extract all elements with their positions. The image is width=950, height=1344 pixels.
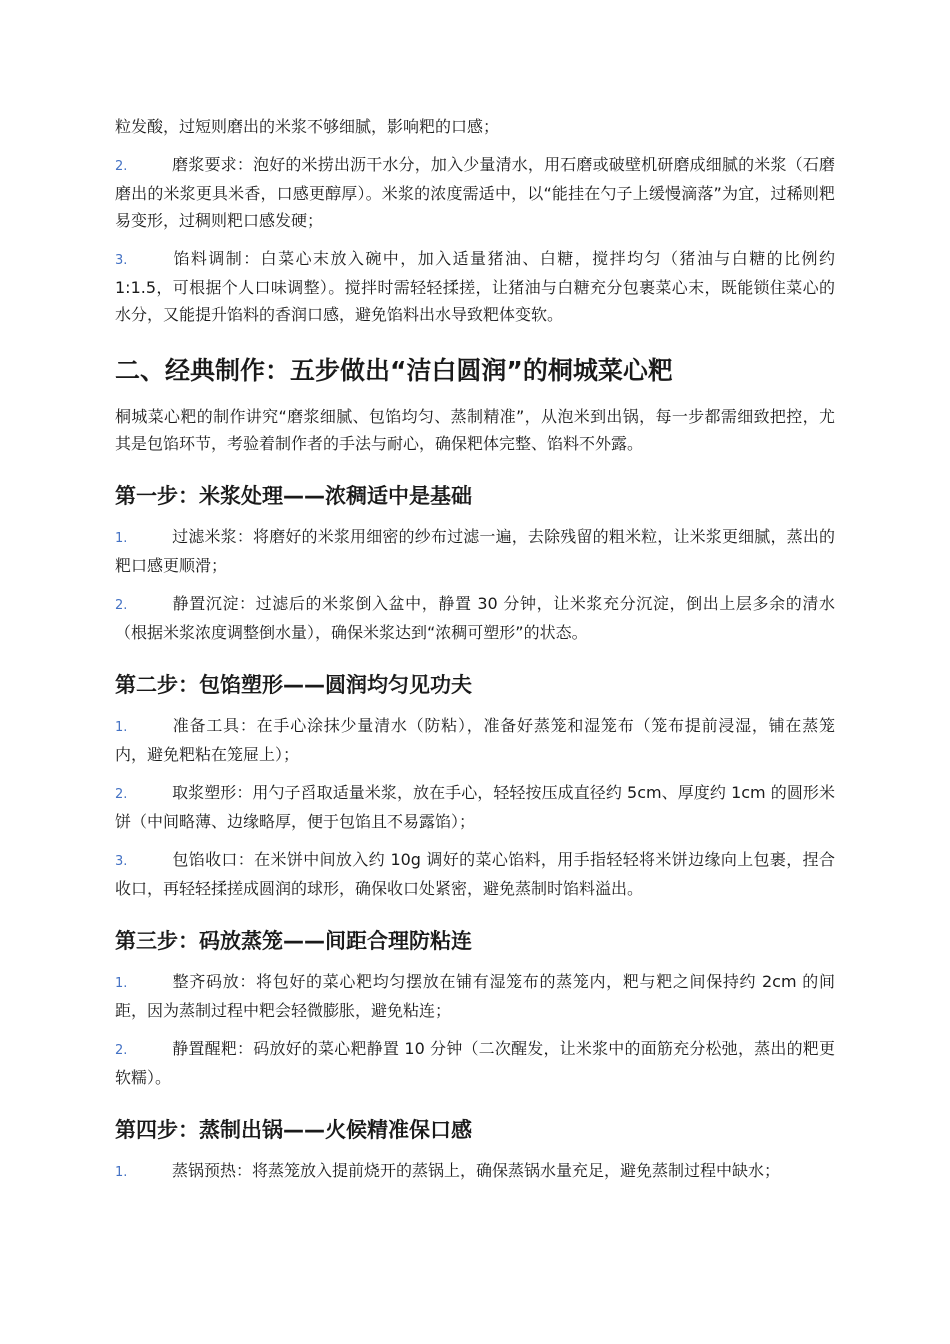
list-number: 1.	[115, 1165, 128, 1180]
list-text: 准备工具：在手心涂抹少量清水（防粘），准备好蒸笼和湿笼布（笼布提前浸湿，铺在蒸笼内，避免粑粘在笼屉上）；	[115, 716, 835, 764]
list-text: 馅料调制：白菜心末放入碗中，加入适量猪油、白糖，搅拌均匀（猪油与白糖的比例约 1:1.5，可根据个人口味调整）。搅拌时需轻轻揉搓，让猪油与白糖充分包裹菜心末，既能锁住菜心的水分，又能提升馅料的香润口感，避免馅料出水导致粑体变软。	[115, 249, 835, 324]
step4-title: 第四步：蒸制出锅——火候精准保口感	[115, 1118, 472, 1142]
section-intro: 桐城菜心粑的制作讲究“磨浆细腻、包馅均匀、蒸制精准”，从泡米到出锅，每一步都需细致把控，尤其是包馅环节，考验着制作者的手法与耐心，确保粑体完整、馅料不外露。	[115, 407, 835, 453]
list-item	[115, 245, 835, 328]
list-item	[115, 1157, 835, 1186]
list-item	[115, 1035, 835, 1091]
list-text: 包馅收口：在米饼中间放入约 10g 调好的菜心馅料，用手指轻轻将米饼边缘向上包裹，捏合收口，再轻轻揉搓成圆润的球形，确保收口处紧密，避免蒸制时馅料溢出。	[115, 850, 835, 898]
list-number: 3.	[115, 854, 128, 869]
list-item	[115, 151, 835, 234]
step3-title: 第三步：码放蒸笼——间距合理防粘连	[115, 929, 472, 953]
step2-title: 第二步：包馅塑形——圆润均匀见功夫	[115, 673, 472, 697]
intro-continuation: 粒发酸，过短则磨出的米浆不够细腻，影响粑的口感；	[115, 117, 500, 136]
list-text: 蒸锅预热：将蒸笼放入提前烧开的蒸锅上，确保蒸锅水量充足，避免蒸制过程中缺水；	[172, 1161, 781, 1180]
list-number: 2.	[115, 1043, 128, 1058]
list-item	[115, 846, 835, 902]
list-number: 2.	[115, 159, 128, 174]
list-number: 2.	[115, 598, 128, 613]
list-number: 1.	[115, 720, 128, 735]
section-title: 二、经典制作：五步做出“洁白圆润”的桐城菜心粑	[115, 356, 673, 385]
list-text: 磨浆要求：泡好的米捞出沥干水分，加入少量清水，用石磨或破壁机研磨成细腻的米浆（石磨磨出的米浆更具米香，口感更醇厚）。米浆的浓度需适中，以“能挂在勺子上缓慢滴落”为宜，过稀则粑易变形，过稠则粑口感发硬；	[115, 155, 835, 230]
list-number: 1.	[115, 531, 128, 546]
list-text: 静置沉淀：过滤后的米浆倒入盆中，静置 30 分钟，让米浆充分沉淀，倒出上层多余的清水（根据米浆浓度调整倒水量），确保米浆达到“浓稠可塑形”的状态。	[115, 594, 835, 642]
list-text: 过滤米浆：将磨好的米浆用细密的纱布过滤一遍，去除残留的粗米粒，让米浆更细腻，蒸出的粑口感更顺滑；	[115, 527, 835, 575]
list-item	[115, 590, 835, 646]
list-item	[115, 523, 835, 579]
list-item	[115, 968, 835, 1024]
list-number: 2.	[115, 787, 128, 802]
list-text: 整齐码放：将包好的菜心粑均匀摆放在铺有湿笼布的蒸笼内，粑与粑之间保持约 2cm 的间距，因为蒸制过程中粑会轻微膨胀，避免粘连；	[115, 972, 835, 1020]
list-item	[115, 712, 835, 768]
list-text: 取浆塑形：用勺子舀取适量米浆，放在手心，轻轻按压成直径约 5cm、厚度约 1cm 的圆形米饼（中间略薄、边缘略厚，便于包馅且不易露馅）；	[115, 783, 835, 831]
list-text: 静置醒粑：码放好的菜心粑静置 10 分钟（二次醒发，让米浆中的面筋充分松弛，蒸出的粑更软糯）。	[115, 1039, 835, 1087]
document-page	[115, 113, 835, 1197]
step1-title: 第一步：米浆处理——浓稠适中是基础	[115, 484, 472, 508]
list-item	[115, 779, 835, 835]
list-number: 1.	[115, 976, 128, 991]
list-number: 3.	[115, 253, 128, 268]
